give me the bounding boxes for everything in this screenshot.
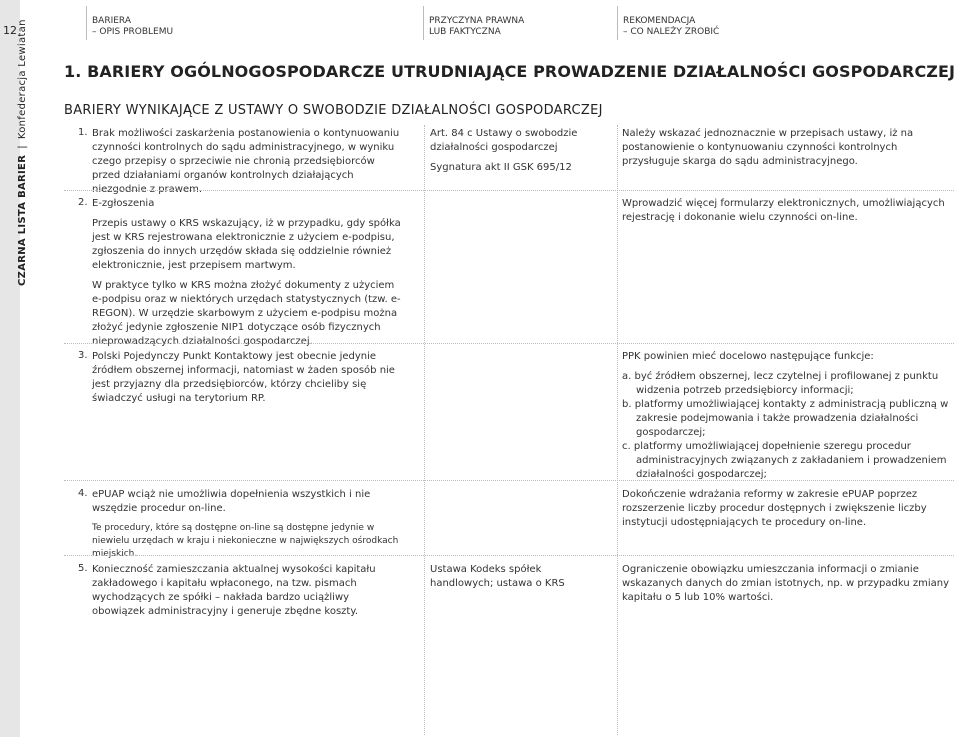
- sidebar-separator: |: [17, 145, 28, 149]
- header-divider: [86, 6, 87, 40]
- recommendation-intro: PPK powinien mieć docelowo następujące funkcje:: [622, 351, 874, 362]
- problem-heading: E-zgłoszenia: [92, 198, 155, 209]
- row-problem: [92, 197, 404, 355]
- row-number: 2.: [78, 197, 88, 208]
- cause-text: Art. 84 c Ustawy o swobodzie działalności gospodarczej: [430, 128, 578, 153]
- column-header-cause-line1: PRZYCZYNA PRAWNA: [429, 16, 525, 26]
- header-divider: [617, 6, 618, 40]
- problem-note: Te procedury, które są dostępne on-line są dostępne jedynie w niewielu urzędach w kraju i niekonieczne w największych ośrodkach miejskich.: [92, 523, 399, 559]
- column-header-problem-line1: BARIERA: [92, 16, 131, 26]
- row-recommendation: [622, 197, 952, 231]
- row-recommendation: [622, 488, 952, 536]
- section-subtitle: BARIERY WYNIKAJĄCE Z USTAWY O SWOBODZIE DZIAŁALNOŚCI GOSPODARCZEJ: [64, 103, 603, 118]
- problem-text: Konieczność zamieszczania aktualnej wysokości kapitału zakładowego i kapitału wpłaconego, na tzw. pismach wychodzących ze spółki – nakłada bardzo uciążliwy obowiązek administracyjny i generuje zbędne koszty.: [92, 564, 376, 617]
- row-divider: [64, 480, 954, 481]
- recommendation-text: Ograniczenie obowiązku umieszczania informacji o zmianie wskazanych danych do zmian istotnych, np. w przypadku zmiany kapitału o 5 lub 10% wartości.: [622, 564, 949, 603]
- row-recommendation: [622, 350, 952, 482]
- problem-text: Przepis ustawy o KRS wskazujący, iż w przypadku, gdy spółka jest w KRS rejestrowana elektronicznie z użyciem e-podpisu, zgłoszenia do innych urzędów składa się oddzielnie również elektronicznie, jest przepisem martwym.: [92, 218, 401, 271]
- column-header-cause: [429, 16, 524, 38]
- problem-text: ePUAP wciąż nie umożliwia dopełnienia wszystkich i nie wszędzie procedur on-line.: [92, 489, 371, 514]
- column-header-recommendation-line1: REKOMENDACJA: [623, 16, 696, 26]
- recommendation-text: Wprowadzić więcej formularzy elektronicznych, umożliwiających rejestrację i dokonanie wielu czynności on-line.: [622, 198, 945, 223]
- header-divider: [423, 6, 424, 40]
- row-number: 4.: [78, 488, 88, 499]
- row-number: 3.: [78, 350, 88, 361]
- cause-text: Sygnatura akt II GSK 695/12: [430, 162, 572, 173]
- row-number: 5.: [78, 563, 88, 574]
- recommendation-list: [622, 370, 952, 482]
- column-divider: [617, 125, 618, 735]
- row-problem: [92, 127, 404, 203]
- column-divider: [424, 125, 425, 735]
- recommendation-text: Należy wskazać jednoznacznie w przepisach ustawy, iż na postanowienie o kontynuowaniu czynności kontrolnych przysługuje skarga do sądu administracyjnego.: [622, 128, 914, 167]
- row-recommendation: [622, 563, 952, 611]
- list-item: b. platformy umożliwiającej kontakty z administracją publiczną w zakresie podejmowania i także prowadzenia działalności gospodarczej;: [622, 399, 949, 438]
- sidebar-title-right: Konfederacja Lewiatan: [17, 19, 28, 140]
- list-item: c. platformy umożliwiającej dopełnienie szeregu procedur administracyjnych związanych z zakładaniem i prowadzeniem działalności gospodarczej;: [622, 441, 947, 480]
- section-title: 1. BARIERY OGÓLNOGOSPODARCZE UTRUDNIAJĄCE PROWADZENIE DZIAŁALNOŚCI GOSPODARCZEJ: [64, 62, 956, 81]
- sidebar-title: [17, 19, 28, 286]
- list-item: a. być źródłem obszernej, lecz czytelnej i profilowanej z punktu widzenia potrzeb przedsiębiorcy informacji;: [622, 371, 939, 396]
- row-problem: [92, 350, 404, 412]
- row-divider: [64, 555, 954, 556]
- row-recommendation: [622, 127, 952, 175]
- problem-text: Polski Pojedynczy Punkt Kontaktowy jest obecnie jedynie źródłem obszernej informacji, natomiast w żaden sposób nie jest przyjazny dla przedsiębiorców, którzy chcieliby się świadczyć usługi na terytorium RP.: [92, 351, 395, 404]
- column-header-problem: [92, 16, 173, 38]
- column-header-recommendation: [623, 16, 719, 38]
- cause-text: Ustawa Kodeks spółek handlowych; ustawa o KRS: [430, 564, 565, 589]
- column-header-recommendation-line2: – CO NALEŻY ZROBIĆ: [623, 27, 720, 37]
- column-header-problem-line2: – OPIS PROBLEMU: [92, 27, 174, 37]
- recommendation-text: Dokończenie wdrażania reformy w zakresie ePUAP poprzez rozszerzenie liczby procedur dostępnych i zwiększenie liczby instytucji udostępniających te procedury on-line.: [622, 489, 927, 528]
- problem-text: Brak możliwości zaskarżenia postanowienia o kontynuowaniu czynności kontrolnych do sądu administracyjnego, w wyniku czego przepisy o sprzeciwie nie chronią przedsiębiorców przed działaniami organów kontrolnych działających niezgodnie z prawem.: [92, 128, 400, 195]
- row-number: 1.: [78, 127, 88, 138]
- row-cause: [430, 127, 600, 175]
- sidebar-title-left: CZARNA LISTA BARIER: [17, 154, 28, 286]
- row-divider: [64, 190, 954, 191]
- problem-text: W praktyce tylko w KRS można złożyć dokumenty z użyciem e-podpisu oraz w niektórych urzędach statystycznych (tzw. e-REGON). W urzędzie skarbowym z użyciem e-podpisu można złożyć jedynie zgłoszenie NIP1 dotyczące osób fizycznych nieprowadzących działalności gospodarczej.: [92, 280, 401, 347]
- row-cause: [430, 563, 600, 591]
- column-header-cause-line2: LUB FAKTYCZNA: [429, 27, 501, 37]
- row-problem: [92, 563, 404, 625]
- row-divider: [64, 343, 954, 344]
- page-number: 12: [3, 24, 17, 37]
